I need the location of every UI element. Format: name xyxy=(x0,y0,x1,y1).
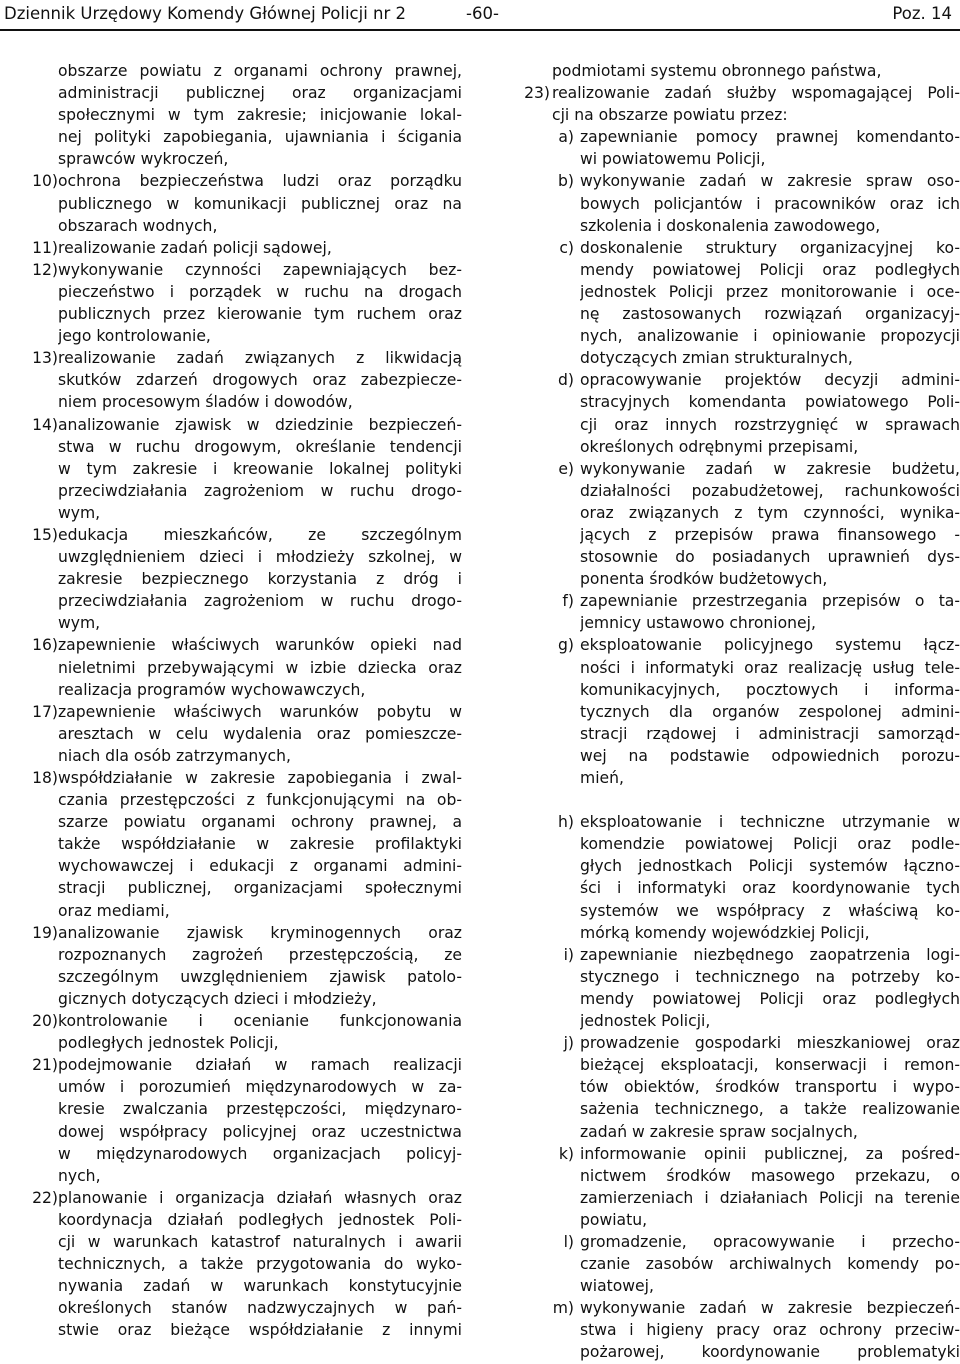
item-text: wej na podstawie odpowiednich porozu- xyxy=(580,746,960,765)
item-text: jego kontrolowanie, xyxy=(58,327,211,346)
item-text: działalności pozabudżetowej, rachunkowości xyxy=(580,481,960,500)
item-text: nictwem środków masowego przekazu, o xyxy=(580,1166,960,1185)
item-text: cji oraz innych rozstrzygnięć w sprawach xyxy=(580,415,960,434)
item-text: określonych odrębnymi przepisami, xyxy=(580,437,859,456)
text-line xyxy=(510,524,960,546)
text-line xyxy=(12,1297,462,1319)
item-text: stracji rządowej i administracji samorząd- xyxy=(580,724,960,743)
item-text: administracji publicznej oraz organizacjami xyxy=(58,84,462,103)
item-text: niach dla osób zatrzymanych, xyxy=(58,746,291,765)
text-line xyxy=(510,1010,960,1032)
text-line xyxy=(510,1209,960,1231)
text-line xyxy=(510,966,960,988)
text-line xyxy=(12,789,462,811)
text-line xyxy=(12,966,462,988)
text-line xyxy=(12,193,462,215)
item-text: gromadzenie, opracowywanie i przecho- xyxy=(580,1232,960,1251)
text-line xyxy=(510,193,960,215)
item-text: zakresie bezpiecznego korzystania z dróg i xyxy=(58,570,462,589)
text-line xyxy=(510,1253,960,1275)
item-text: stycznego i technicznego na potrzeby ko- xyxy=(580,967,960,986)
item-text: edukacja mieszkańców, ze szczególnym xyxy=(58,525,462,544)
text-line xyxy=(12,502,462,524)
text-line xyxy=(12,568,462,590)
text-line xyxy=(12,480,462,502)
text-line xyxy=(12,170,462,192)
text-line xyxy=(510,104,960,126)
text-line xyxy=(12,215,462,237)
item-text: doskonalenie struktury organizacyjnej ko- xyxy=(580,238,960,257)
item-number: d) xyxy=(558,371,574,390)
text-line xyxy=(12,237,462,259)
left-column xyxy=(12,60,462,1341)
item-text: stosownie do posiadanych uprawnień dys- xyxy=(580,548,960,567)
item-text: wym, xyxy=(58,503,101,522)
text-line xyxy=(12,1187,462,1209)
item-text: stwa i higieny pracy oraz ochrony przeciw- xyxy=(580,1321,960,1340)
text-line xyxy=(510,148,960,170)
item-number: 14) xyxy=(32,415,58,434)
blank-line xyxy=(510,789,960,811)
item-text: wiatowej, xyxy=(580,1277,654,1296)
item-text: planowanie i organizacja działań własnych oraz xyxy=(58,1188,462,1207)
item-text: jących z przepisów prawa finansowego - xyxy=(580,525,960,544)
text-line xyxy=(510,170,960,192)
text-line xyxy=(510,1319,960,1341)
text-line xyxy=(12,590,462,612)
text-line xyxy=(510,590,960,612)
text-line xyxy=(510,414,960,436)
item-text: mendy powiatowej Policji oraz podległych xyxy=(580,260,960,279)
text-line xyxy=(510,369,960,391)
item-text: kontrolowanie i ocenianie funkcjonowania xyxy=(58,1012,462,1031)
item-text: współdziałanie w zakresie zapobiegania i zwal- xyxy=(58,769,462,787)
text-line xyxy=(510,126,960,148)
text-line xyxy=(12,811,462,833)
text-line xyxy=(12,259,462,281)
item-text: pieczeństwo i porządek w ruchu na drogach xyxy=(58,282,462,301)
item-text: stracji publicznej, organizacjami społecznymi xyxy=(58,879,462,898)
text-line xyxy=(12,657,462,679)
item-text: jemnicy ustawowo chronionej, xyxy=(580,614,816,633)
item-text: stracyjnych komendanta powiatowego Poli- xyxy=(580,393,960,412)
item-text: określonych stanów nadzwyczajnych w pań- xyxy=(58,1299,462,1318)
journal-title: Dziennik Urzędowy Komendy Głównej Policji nr 2 xyxy=(4,4,407,23)
item-number: 17) xyxy=(32,702,58,721)
text-line xyxy=(510,1098,960,1120)
text-line xyxy=(510,1165,960,1187)
text-line xyxy=(510,60,960,82)
item-text: społecznymi w tym zakresie; inicjowanie lokal- xyxy=(58,106,462,125)
item-text: zapewnianie niezbędnego zaopatrzenia logi- xyxy=(580,945,960,964)
item-text: także współdziałanie w zakresie profilaktyki xyxy=(58,835,462,854)
text-line xyxy=(12,1076,462,1098)
text-line xyxy=(12,1010,462,1032)
text-line xyxy=(510,568,960,590)
text-line xyxy=(12,922,462,944)
text-line xyxy=(510,347,960,369)
item-text: uwzględnieniem dzieci i młodzieży szkolnej, w xyxy=(58,548,462,567)
text-line xyxy=(510,1054,960,1076)
text-line xyxy=(12,988,462,1010)
text-line xyxy=(12,855,462,877)
item-number: b) xyxy=(558,172,574,191)
text-line xyxy=(510,325,960,347)
item-text: realizowanie zadań policji sądowej, xyxy=(58,238,332,257)
text-line xyxy=(510,877,960,899)
item-text: wykonywanie zadań w zakresie bezpieczeń- xyxy=(580,1299,960,1318)
item-text: nę zastosowanych rozwiązań organizacyj- xyxy=(580,305,960,324)
item-text: zapewnienie właściwych warunków opieki nad xyxy=(58,636,462,655)
item-number: f) xyxy=(562,592,574,611)
item-number: 10) xyxy=(32,172,58,191)
text-line xyxy=(510,634,960,656)
text-line xyxy=(510,745,960,767)
item-text: niem procesowym śladów i dowodów, xyxy=(58,393,353,412)
text-line xyxy=(510,215,960,237)
item-text: podległych jednostek Policji, xyxy=(58,1034,279,1053)
text-line xyxy=(510,259,960,281)
item-text: wi powiatowemu Policji, xyxy=(580,150,766,169)
text-line xyxy=(12,900,462,922)
text-line xyxy=(12,391,462,413)
item-text: wym, xyxy=(58,614,101,633)
text-line xyxy=(12,1231,462,1253)
header-rule xyxy=(0,29,960,31)
text-line xyxy=(12,723,462,745)
item-text: zamierzeniach i działaniach Policji na terenie xyxy=(580,1188,960,1207)
item-text: eksploatowanie policyjnego systemu łącz- xyxy=(580,636,960,655)
item-text: tycznych dla organów zespolonej admini- xyxy=(580,702,960,721)
item-text: nej polityki zapobiegania, ujawniania i ścigania xyxy=(58,128,462,147)
text-line xyxy=(12,1209,462,1231)
text-line xyxy=(510,546,960,568)
text-line xyxy=(510,855,960,877)
text-line xyxy=(12,414,462,436)
item-text: wykonywanie zadań w zakresie budżetu, xyxy=(580,459,960,478)
item-number: h) xyxy=(558,813,574,832)
text-line xyxy=(12,1098,462,1120)
item-text: stwie oraz bieżące współdziałanie z innymi xyxy=(58,1321,462,1340)
text-line xyxy=(510,502,960,524)
item-number: 11) xyxy=(32,238,58,257)
text-line xyxy=(510,281,960,303)
text-line xyxy=(12,369,462,391)
text-line xyxy=(12,701,462,723)
item-text: analizowanie zjawisk kryminogennych oraz xyxy=(58,923,462,942)
text-line xyxy=(12,1165,462,1187)
item-text: oraz mediami, xyxy=(58,901,170,920)
item-number: c) xyxy=(559,238,574,257)
text-line xyxy=(12,1253,462,1275)
text-line xyxy=(12,303,462,325)
text-line xyxy=(12,524,462,546)
text-line xyxy=(510,657,960,679)
item-text: jednostek Policji przez monitorowanie i oce- xyxy=(580,282,960,301)
item-text: nych, analizowanie i opiniowanie propozycji xyxy=(580,327,960,346)
text-line xyxy=(12,148,462,170)
text-line xyxy=(510,458,960,480)
position-number: Poz. 14 xyxy=(892,4,952,23)
item-text: powiatu, xyxy=(580,1210,648,1229)
text-line xyxy=(510,1231,960,1253)
item-text: cji w warunkach katastrof naturalnych i awarii xyxy=(58,1232,462,1251)
item-text: nych, xyxy=(58,1166,101,1185)
item-text: nieletnimi przebywającymi w izbie dziecka oraz xyxy=(58,658,462,677)
item-text: analizowanie zjawisk w dziedzinie bezpieczeń- xyxy=(58,415,462,434)
item-text: podejmowanie działań w ramach realizacji xyxy=(58,1056,462,1075)
item-number: m) xyxy=(552,1299,574,1318)
text-line xyxy=(510,1275,960,1297)
text-line xyxy=(510,767,960,789)
text-line xyxy=(510,82,960,104)
item-text: czania przestępczości z funkcjonującymi na ob- xyxy=(58,791,462,810)
text-line xyxy=(12,679,462,701)
item-text: przeciwdziałania zagrożeniom w ruchu drogo- xyxy=(58,481,462,500)
item-text: kresie zwalczania przestępczości, międzynaro- xyxy=(58,1100,462,1119)
item-text: publicznych przez kierowanie tym ruchem oraz xyxy=(58,305,462,324)
text-line xyxy=(510,1297,960,1319)
text-line xyxy=(510,237,960,259)
item-text: technicznych, a także przygotowania do wyko- xyxy=(58,1255,462,1274)
item-text: oraz związanych z tym czynności, wynika- xyxy=(580,503,960,522)
item-text: wychowawczej i edukacji z organami admini- xyxy=(58,857,462,876)
text-line xyxy=(12,1143,462,1165)
item-text: zapewnianie przestrzegania przepisów o ta- xyxy=(580,592,960,611)
item-text: zapewnianie pomocy prawnej komendanto- xyxy=(580,128,960,147)
item-text: mendy powiatowej Policji oraz podległych xyxy=(580,989,960,1008)
text-line xyxy=(510,480,960,502)
item-text: przeciwdziałania zagrożeniom w ruchu drogo- xyxy=(58,592,462,611)
text-line xyxy=(12,436,462,458)
text-line xyxy=(12,347,462,369)
text-line xyxy=(510,1143,960,1165)
item-text: podmiotami systemu obronnego państwa, xyxy=(552,62,882,80)
item-text: w międzynarodowych organizacjach policyj- xyxy=(58,1144,462,1163)
item-number: 22) xyxy=(32,1188,58,1207)
item-number: 15) xyxy=(32,525,58,544)
item-text: bieżącej eksploatacji, konserwacji i remon- xyxy=(580,1056,960,1075)
text-line xyxy=(510,944,960,966)
text-line xyxy=(12,612,462,634)
item-text: wykonywanie czynności zapewniających bez- xyxy=(58,260,462,279)
item-text: ności i informatyki oraz realizację usług tele- xyxy=(580,658,960,677)
item-text: sprawców wykroczeń, xyxy=(58,150,229,169)
text-line xyxy=(510,391,960,413)
item-text: szczególnym uwzględnieniem zjawisk patolo- xyxy=(58,967,462,986)
item-text: nywania zadań w warunkach konstytucyjnie xyxy=(58,1277,462,1296)
item-number: i) xyxy=(563,945,574,964)
text-line xyxy=(510,1187,960,1209)
item-number: j) xyxy=(563,1034,574,1053)
item-number: 20) xyxy=(32,1012,58,1031)
text-line xyxy=(12,1032,462,1054)
item-text: pożarowej, koordynowanie problematyki xyxy=(580,1343,960,1362)
item-text: mień, xyxy=(580,769,624,787)
text-line xyxy=(12,944,462,966)
text-line xyxy=(510,679,960,701)
item-text: opracowywanie projektów decyzji admini- xyxy=(580,371,960,390)
item-number: 18) xyxy=(32,769,58,787)
item-number: 16) xyxy=(32,636,58,655)
item-text: gicznych dotyczących dzieci i młodzieży, xyxy=(58,989,377,1008)
text-line xyxy=(12,767,462,789)
text-line xyxy=(12,877,462,899)
item-text: szarze powiatu organami ochrony prawnej, a xyxy=(58,813,462,832)
text-line xyxy=(510,723,960,745)
item-text: czanie zasobów archiwalnych komendy po- xyxy=(580,1255,960,1274)
item-text: realizowanie zadań służby wspomagającej Poli- xyxy=(552,84,960,103)
item-text: jednostek Policji, xyxy=(580,1012,711,1031)
item-text: aresztach w celu wydalenia oraz pomieszcze- xyxy=(58,724,462,743)
page-number: -60- xyxy=(466,4,499,23)
item-text: umów i porozumień międzynarodowych w za- xyxy=(58,1078,462,1097)
item-number: g) xyxy=(558,636,574,655)
item-number: 23) xyxy=(524,84,550,103)
item-text: w tym zakresie i kreowanie lokalnej polityki xyxy=(58,459,462,478)
text-line xyxy=(12,833,462,855)
item-text: bowych policjantów i pracowników oraz ich xyxy=(580,194,960,213)
item-text: systemów we współpracy z właściwą ko- xyxy=(580,901,960,920)
item-text: zadań w zakresie spraw socjalnych, xyxy=(580,1122,858,1141)
page-header xyxy=(0,0,960,30)
text-line xyxy=(510,811,960,833)
item-number: 19) xyxy=(32,923,58,942)
item-text: realizowanie zadań związanych z likwidacją xyxy=(58,349,462,368)
item-text: zapewnienie właściwych warunków pobytu w xyxy=(58,702,462,721)
item-number: 21) xyxy=(32,1056,58,1075)
item-number: k) xyxy=(558,1144,574,1163)
item-text: koordynacja działań podległych jednostek Poli- xyxy=(58,1210,462,1229)
item-number: a) xyxy=(558,128,574,147)
text-line xyxy=(12,82,462,104)
text-line xyxy=(510,922,960,944)
text-line xyxy=(12,126,462,148)
item-text: komunikacyjnych, pocztowych i informa- xyxy=(580,680,960,699)
item-text: publicznego w komunikacji publicznej oraz na xyxy=(58,194,462,213)
item-text: dowej współpracy policyjnej oraz uczestnictwa xyxy=(58,1122,462,1141)
item-text: wykonywanie zadań w zakresie spraw oso- xyxy=(580,172,960,191)
text-line xyxy=(510,833,960,855)
item-text: obszarze powiatu z organami ochrony prawnej, xyxy=(58,62,462,80)
text-line xyxy=(510,900,960,922)
item-text: stwa w ruchu drogowym, określanie tendencji xyxy=(58,437,462,456)
item-text: głych jednostkach Policji systemów łączno- xyxy=(580,857,960,876)
item-text: obszarach wodnych, xyxy=(58,216,218,235)
text-line xyxy=(12,1319,462,1341)
text-line xyxy=(510,988,960,1010)
item-number: 12) xyxy=(32,260,58,279)
text-line xyxy=(12,546,462,568)
item-text: skutków zdarzeń drogowych oraz zabezpiecze- xyxy=(58,371,462,390)
item-text: ści i informatyki oraz koordynowanie tych xyxy=(580,879,960,898)
text-line xyxy=(12,104,462,126)
item-text: szkolenia i doskonalenia zawodowego, xyxy=(580,216,881,235)
item-text: rozpoznanych zagrożeń przestępczością, ze xyxy=(58,945,462,964)
right-column xyxy=(510,60,960,1364)
text-line xyxy=(510,1076,960,1098)
item-text: dotyczących zmian strukturalnych, xyxy=(580,349,853,368)
text-line xyxy=(12,1054,462,1076)
item-number: 13) xyxy=(32,349,58,368)
item-text: ponenta środków budżetowych, xyxy=(580,570,828,589)
item-number: l) xyxy=(563,1232,574,1251)
text-line xyxy=(510,1341,960,1363)
item-number: e) xyxy=(558,459,574,478)
item-text: sażenia technicznego, a także realizowanie xyxy=(580,1100,960,1119)
item-text: eksploatowanie i techniczne utrzymanie w xyxy=(580,813,960,832)
item-text: ochrona bezpieczeństwa ludzi oraz porządku xyxy=(58,172,462,191)
item-text: informowanie opinii publicznej, za pośred- xyxy=(580,1144,960,1163)
item-text: komendzie powiatowej Policji oraz podle- xyxy=(580,835,960,854)
text-line xyxy=(12,60,462,82)
item-text: mórką komendy wojewódzkiej Policji, xyxy=(580,923,870,942)
text-line xyxy=(12,325,462,347)
text-line xyxy=(12,745,462,767)
text-line xyxy=(510,1032,960,1054)
text-line xyxy=(510,303,960,325)
text-line xyxy=(12,1275,462,1297)
text-line xyxy=(12,281,462,303)
item-text: prowadzenie gospodarki mieszkaniowej oraz xyxy=(580,1034,960,1053)
item-text: realizacja programów wychowawczych, xyxy=(58,680,366,699)
text-line xyxy=(510,436,960,458)
text-line xyxy=(12,1121,462,1143)
text-line xyxy=(12,458,462,480)
text-line xyxy=(12,634,462,656)
item-text: cji na obszarze powiatu przez: xyxy=(552,106,788,125)
text-line xyxy=(510,701,960,723)
item-text: tów obiektów, środków transportu i wypo- xyxy=(580,1078,960,1097)
text-line xyxy=(510,612,960,634)
text-line xyxy=(510,1121,960,1143)
